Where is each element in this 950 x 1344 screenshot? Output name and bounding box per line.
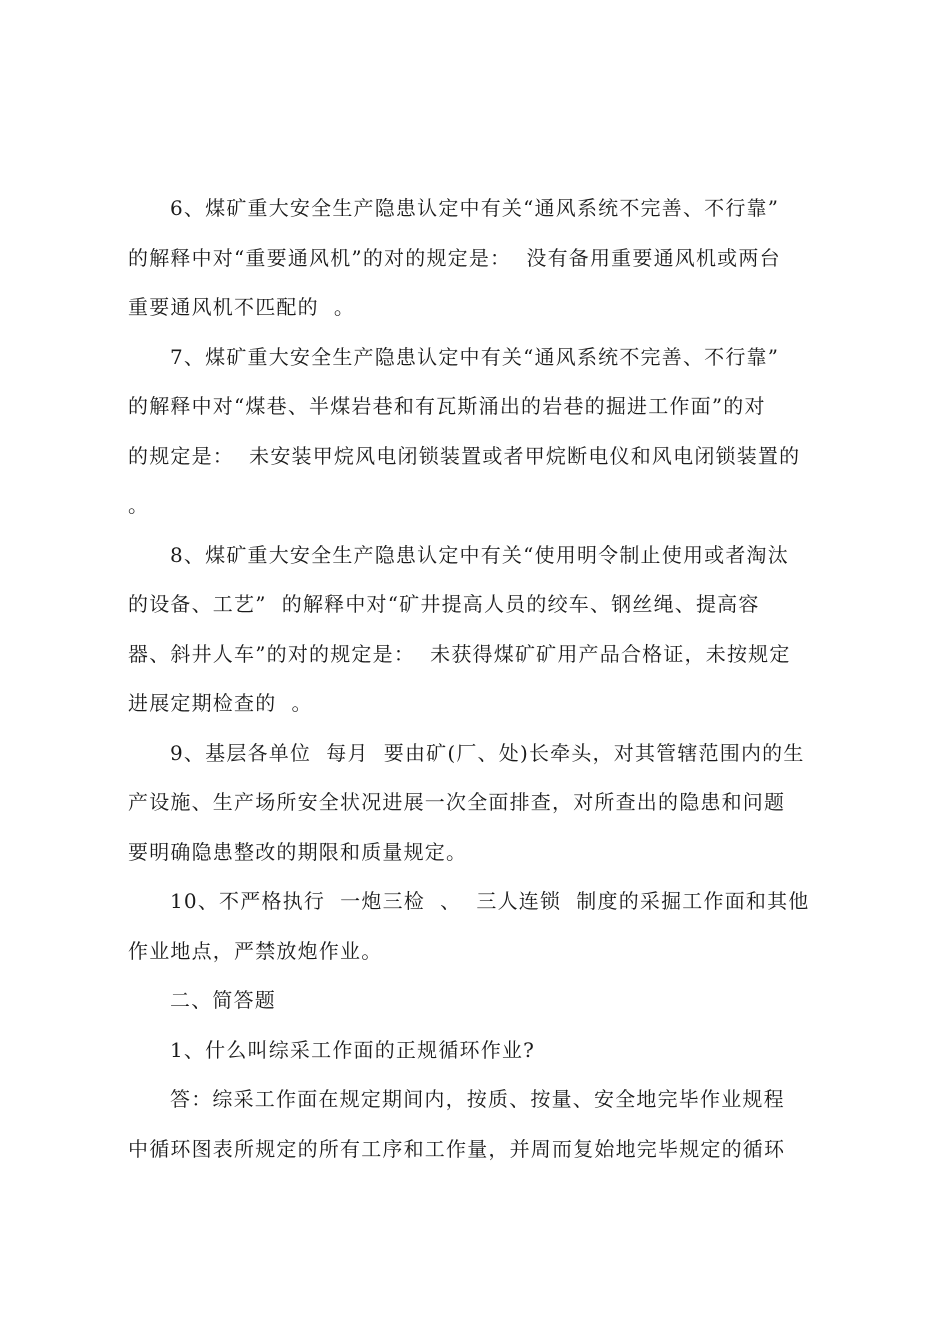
- text-line: 10、不严格执行 一炮三检 、 三人连锁 制度的采掘工作面和其他: [170, 889, 810, 913]
- text-line: 。: [128, 493, 150, 517]
- document-body: [128, 184, 830, 1174]
- text-line: 的规定是： 未安装甲烷风电闭锁装置或者甲烷断电仪和风电闭锁装置的: [128, 443, 801, 468]
- text-line: 产设施、生产场所安全状况进展一次全面排查，对所查出的隐患和问题: [128, 790, 786, 814]
- text-line: 要明确隐患整改的期限和质量规定。: [128, 839, 468, 864]
- text-line: 进展定期检查的 。: [128, 691, 313, 715]
- text-line: 器、斜井人车”的对的规定是： 未获得煤矿矿用产品合格证，未按规定: [128, 641, 791, 666]
- text-line: 的设备、工艺” 的解释中对“矿井提高人员的绞车、钢丝绳、提高容: [128, 592, 760, 616]
- text-line: 的解释中对“重要通风机”的对的规定是： 没有备用重要通风机或两台: [128, 245, 781, 270]
- text-line: 8、煤矿重大安全生产隐患认定中有关“使用明令制止使用或者淘汰: [170, 542, 789, 567]
- answer-line: 答：综采工作面在规定期间内，按质、按量、安全地完毕作业规程: [170, 1087, 785, 1111]
- text-line: 6、煤矿重大安全生产隐患认定中有关“通风系统不完善、不行靠”: [170, 196, 780, 220]
- question-line: 1、什么叫综采工作面的正规循环作业?: [170, 1037, 536, 1062]
- text-line: 重要通风机不匹配的 。: [128, 295, 356, 319]
- section-heading: 二、简答题: [170, 988, 276, 1012]
- text-line: 9、基层各单位 每月 要由矿(厂、处)长牵头，对其管辖范围内的生: [170, 740, 805, 765]
- text-line: 的解释中对“煤巷、半煤岩巷和有瓦斯涌出的岩巷的掘进工作面”的对: [128, 394, 766, 418]
- answer-line: 中循环图表所规定的所有工序和工作量，并周而复始地完毕规定的循环: [128, 1136, 786, 1161]
- text-line: 7、煤矿重大安全生产隐患认定中有关“通风系统不完善、不行靠”: [170, 344, 780, 369]
- text-line: 作业地点，严禁放炮作业。: [128, 938, 383, 963]
